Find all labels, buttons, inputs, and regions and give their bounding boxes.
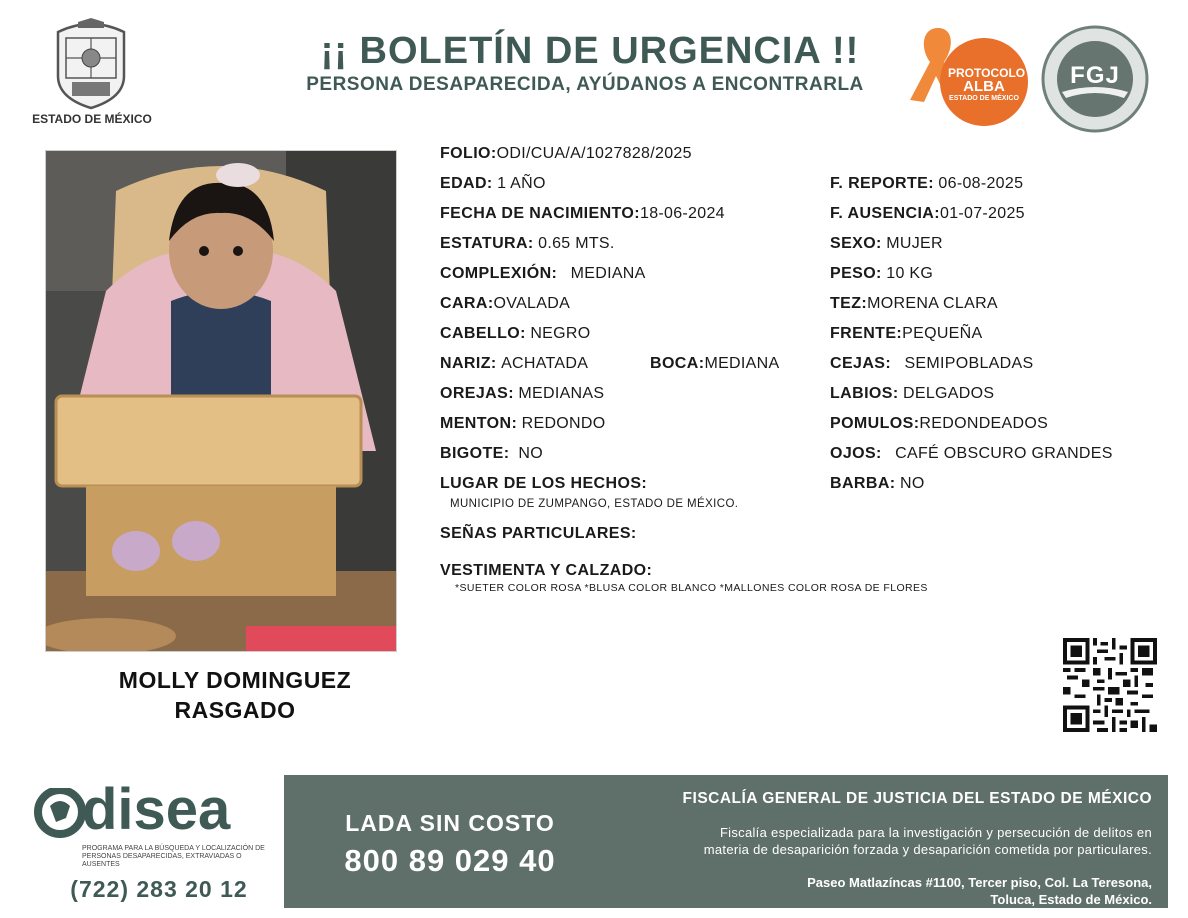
field-label: CEJAS: — [830, 355, 892, 372]
field-f-ausencia — [830, 205, 1025, 223]
field-lugar-label — [440, 475, 647, 493]
phone-number: (722) 283 20 12 — [70, 876, 248, 902]
protocolo-alba-logo — [900, 24, 1032, 130]
field-label: TEZ: — [830, 295, 868, 312]
field-folio — [440, 145, 692, 163]
field-value: MORENA CLARA — [867, 295, 998, 312]
field-label: CABELLO: — [440, 325, 526, 342]
fiscalia-address — [600, 874, 1152, 908]
field-edad — [440, 175, 546, 193]
field-label: ESTATURA: — [440, 235, 534, 252]
field-label: NARIZ: — [440, 355, 497, 372]
fiscalia-desc-line1: Fiscalía especializada para la investigación y persecución de delitos en — [719, 825, 1152, 840]
person-name — [60, 665, 410, 725]
field-label: VESTIMENTA Y CALZADO: — [440, 562, 653, 579]
field-value: 10 KG — [886, 265, 934, 282]
estado-de-mexico-crest-icon — [50, 18, 132, 110]
odisea-wordmark: disea — [82, 777, 231, 842]
field-cabello — [440, 325, 590, 343]
field-label: FOLIO: — [440, 145, 497, 162]
field-label: FECHA DE NACIMIENTO: — [440, 205, 640, 222]
field-value: 01-07-2025 — [940, 205, 1025, 222]
field-estatura — [440, 235, 615, 253]
alba-line2: ALBA — [963, 78, 1005, 95]
fiscalia-description — [600, 824, 1152, 858]
field-sexo — [830, 235, 943, 253]
lada-label: LADA SIN COSTO — [345, 810, 555, 836]
person-name-line2: RASGADO — [174, 697, 296, 723]
field-boca — [650, 355, 779, 373]
field-vestimenta-value: *SUETER COLOR ROSA *BLUSA COLOR BLANCO *MALLONES COLOR ROSA DE FLORES — [455, 582, 928, 594]
person-name-line1: MOLLY DOMINGUEZ — [118, 667, 352, 693]
field-label: CARA: — [440, 295, 494, 312]
field-label: OJOS: — [830, 445, 882, 462]
field-vestimenta — [440, 562, 652, 580]
field-pomulos — [830, 415, 1048, 433]
field-label: LABIOS: — [830, 385, 899, 402]
field-value: MUJER — [886, 235, 943, 252]
missing-person-photo — [45, 150, 397, 652]
field-cejas — [830, 355, 1033, 373]
field-value: DELGADOS — [903, 385, 995, 402]
field-label: BARBA: — [830, 475, 896, 492]
field-label: COMPLEXIÓN: — [440, 265, 558, 282]
fgj-text: FGJ — [1070, 62, 1120, 89]
field-frente — [830, 325, 982, 343]
field-value: MEDIANAS — [518, 385, 605, 402]
odisea-subtitle: PROGRAMA PARA LA BÚSQUEDA Y LOCALIZACIÓN DE PERSONAS DESAPARECIDAS, EXTRAVIADAS O AUSENTES — [82, 845, 265, 868]
field-lugar-value: MUNICIPIO DE ZUMPANGO, ESTADO DE MÉXICO. — [450, 498, 739, 510]
field-label: EDAD: — [440, 175, 493, 192]
field-menton — [440, 415, 606, 433]
alba-line1: PROTOCOLO — [948, 66, 1026, 80]
map-pin-icon — [34, 788, 86, 848]
field-barba — [830, 475, 925, 493]
field-label: F. REPORTE: — [830, 175, 934, 192]
field-value: CAFÉ OBSCURO GRANDES — [895, 445, 1113, 462]
field-label: F. AUSENCIA: — [830, 205, 940, 222]
field-orejas — [440, 385, 604, 403]
lada-number[interactable]: 800 89 029 40 — [344, 843, 556, 878]
fgj-seal — [1040, 24, 1150, 134]
field-value: 1 AÑO — [497, 175, 546, 192]
address-line2: Toluca, Estado de México. — [990, 892, 1152, 907]
field-value: REDONDO — [521, 415, 606, 432]
field-label: MENTON: — [440, 415, 518, 432]
field-complexion — [440, 265, 646, 283]
field-value: 0.65 MTS. — [538, 235, 615, 252]
field-fecha-nacimiento — [440, 205, 725, 223]
alba-line3: ESTADO DE MÉXICO — [949, 95, 1019, 102]
field-tez — [830, 295, 998, 313]
fiscalia-title: FISCALÍA GENERAL DE JUSTICIA DEL ESTADO DE MÉXICO — [682, 790, 1152, 807]
field-value: NO — [899, 475, 925, 492]
field-senas — [440, 525, 637, 543]
fiscalia-desc-line2: materia de desaparición forzada y desaparición cometida por particulares. — [703, 842, 1152, 857]
field-value: MEDIANA — [704, 355, 780, 372]
field-value: SEMIPOBLADAS — [904, 355, 1034, 372]
field-value: OVALADA — [493, 295, 571, 312]
field-label: LUGAR DE LOS HECHOS: — [440, 475, 648, 492]
qr-code-icon[interactable] — [1063, 638, 1157, 732]
field-value: REDONDEADOS — [919, 415, 1049, 432]
field-value: NEGRO — [530, 325, 591, 342]
bulletin-subtitle: PERSONA DESAPARECIDA, AYÚDANOS A ENCONTRARLA — [306, 74, 864, 95]
field-value: NO — [518, 445, 543, 462]
address-line1: Paseo Matlazíncas #1100, Tercer piso, Col. La Teresona, — [807, 875, 1152, 890]
field-value: ODI/CUA/A/1027828/2025 — [496, 145, 692, 162]
field-label: FRENTE: — [830, 325, 903, 342]
field-value: ACHATADA — [501, 355, 589, 372]
field-label: SEXO: — [830, 235, 882, 252]
field-value: PEQUEÑA — [902, 325, 983, 342]
field-label: PESO: — [830, 265, 882, 282]
field-label: BOCA: — [650, 355, 705, 372]
state-label: ESTADO DE MÉXICO — [32, 112, 152, 126]
field-label: BIGOTE: — [440, 445, 510, 462]
field-label: SEÑAS PARTICULARES: — [440, 525, 637, 542]
field-f-reporte — [830, 175, 1023, 193]
field-label: POMULOS: — [830, 415, 920, 432]
field-bigote — [440, 445, 543, 463]
field-value: 18-06-2024 — [640, 205, 725, 222]
field-value: MEDIANA — [570, 265, 646, 282]
field-ojos — [830, 445, 1113, 463]
field-labios — [830, 385, 994, 403]
field-label: OREJAS: — [440, 385, 514, 402]
field-cara — [440, 295, 570, 313]
bulletin-title: ¡¡ BOLETÍN DE URGENCIA !! — [320, 30, 860, 72]
field-peso — [830, 265, 933, 283]
field-value: 06-08-2025 — [938, 175, 1024, 192]
field-nariz — [440, 355, 588, 373]
